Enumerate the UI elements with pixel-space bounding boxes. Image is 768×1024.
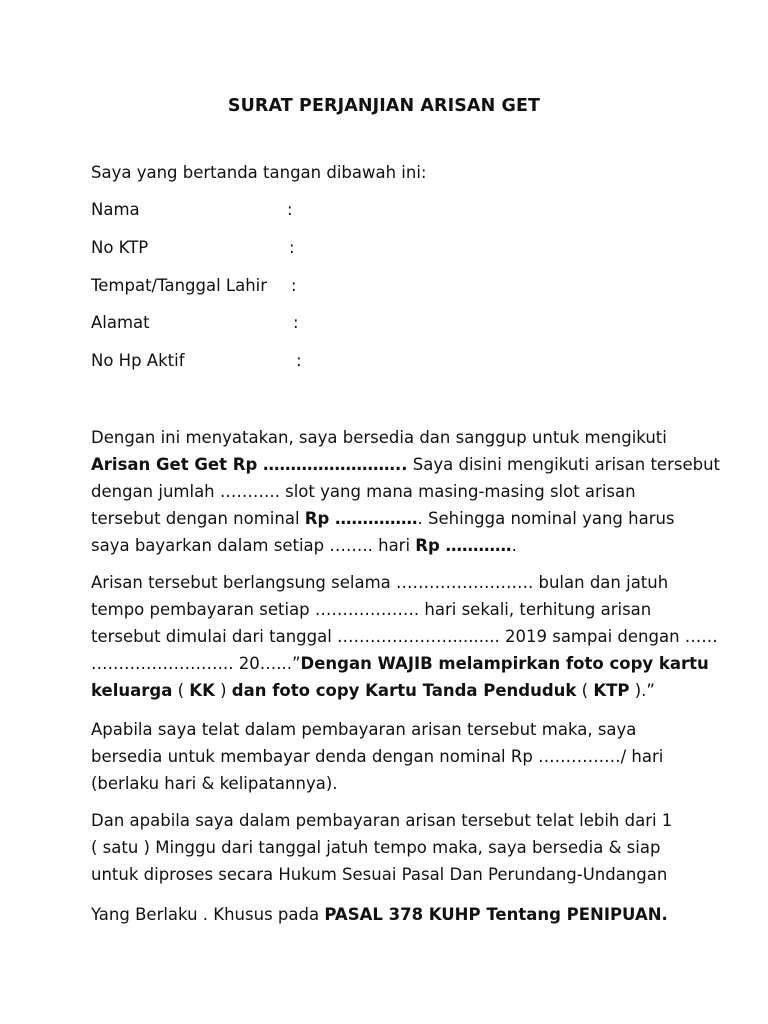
bold-text: KTP bbox=[593, 681, 630, 700]
paragraph-statement bbox=[91, 424, 721, 559]
paragraph-line: bersedia untuk membayar denda dengan nominal Rp ……………/ hari bbox=[91, 747, 664, 766]
paragraph-line: tersebut dimulai dari tanggal …………………......... 2019 sampai dengan …… bbox=[91, 627, 718, 646]
text-run: Yang Berlaku . Khusus pada bbox=[91, 905, 325, 924]
paragraph-legal bbox=[91, 807, 691, 888]
field-label-alamat: Alamat bbox=[91, 313, 150, 332]
paragraph-line: dengan jumlah ……….. slot yang mana masing-masing slot arisan bbox=[91, 482, 636, 501]
paragraph-line: Apabila saya telat dalam pembayaran arisan tersebut maka, saya bbox=[91, 720, 637, 739]
field-colon-nama: : bbox=[287, 200, 293, 219]
bold-text: PASAL 378 KUHP Tentang PENIPUAN. bbox=[324, 905, 668, 924]
intro-text: Saya yang bertanda tangan dibawah ini: bbox=[91, 163, 427, 182]
bold-text: Rp ………… bbox=[415, 536, 512, 555]
text-run: ( bbox=[172, 681, 190, 700]
bold-text: keluarga bbox=[91, 681, 173, 700]
paragraph-line: untuk diproses secara Hukum Sesuai Pasal Dan Perundang-Undangan bbox=[91, 865, 668, 884]
field-colon-no-ktp: : bbox=[289, 238, 295, 257]
bold-text: Rp …………… bbox=[304, 509, 418, 528]
bold-text: dan foto copy Kartu Tanda Penduduk bbox=[231, 681, 577, 700]
paragraph-line: (berlaku hari & kelipatannya). bbox=[91, 774, 338, 793]
paragraph-line: Arisan tersebut berlangsung selama ……………………. bulan dan jatuh bbox=[91, 573, 669, 592]
bold-text: Dengan WAJIB melampirkan foto copy kartu bbox=[300, 654, 709, 673]
field-colon-alamat: : bbox=[293, 313, 299, 332]
paragraph-duration bbox=[91, 569, 718, 704]
document-title: SURAT PERJANJIAN ARISAN GET bbox=[227, 96, 541, 116]
field-label-no-ktp: No KTP bbox=[91, 238, 149, 257]
paragraph-penalty bbox=[91, 716, 691, 797]
text-run: ) bbox=[214, 681, 232, 700]
paragraph-line: ( satu ) Minggu dari tanggal jatuh tempo maka, saya bersedia & siap bbox=[91, 838, 661, 857]
paragraph-line bbox=[91, 505, 691, 532]
paragraph-line bbox=[91, 677, 691, 704]
paragraph-line: Dengan ini menyatakan, saya bersedia dan sanggup untuk mengikuti bbox=[91, 428, 667, 447]
text-run: ).” bbox=[629, 681, 655, 700]
field-label-no-hp: No Hp Aktif bbox=[91, 351, 185, 370]
text-run: tersebut dengan nominal bbox=[91, 509, 305, 528]
text-run: ( bbox=[576, 681, 594, 700]
field-label-ttl: Tempat/Tanggal Lahir bbox=[91, 276, 268, 295]
field-colon-ttl: : bbox=[291, 276, 297, 295]
paragraph-law-reference bbox=[91, 901, 691, 928]
paragraph-line bbox=[91, 532, 691, 559]
paragraph-line: tempo pembayaran setiap ………………. hari sekali, terhitung arisan bbox=[91, 600, 652, 619]
field-colon-no-hp: : bbox=[296, 351, 302, 370]
paragraph-line bbox=[91, 650, 709, 677]
text-run: . Sehingga nominal yang harus bbox=[417, 509, 675, 528]
text-run: . bbox=[511, 536, 517, 555]
text-run: …………………….. 20…...” bbox=[91, 654, 301, 673]
field-label-nama: Nama bbox=[91, 200, 140, 219]
text-run: saya bayarkan dalam setiap …….. hari bbox=[91, 536, 416, 555]
text-run: Saya disini mengikuti arisan tersebut bbox=[407, 455, 721, 474]
paragraph-line bbox=[91, 901, 691, 928]
paragraph-line bbox=[91, 451, 721, 478]
paragraph-line: Dan apabila saya dalam pembayaran arisan tersebut telat lebih dari 1 bbox=[91, 811, 673, 830]
bold-text: Arisan Get Get Rp …………………….. bbox=[91, 455, 408, 474]
bold-text: KK bbox=[189, 681, 215, 700]
